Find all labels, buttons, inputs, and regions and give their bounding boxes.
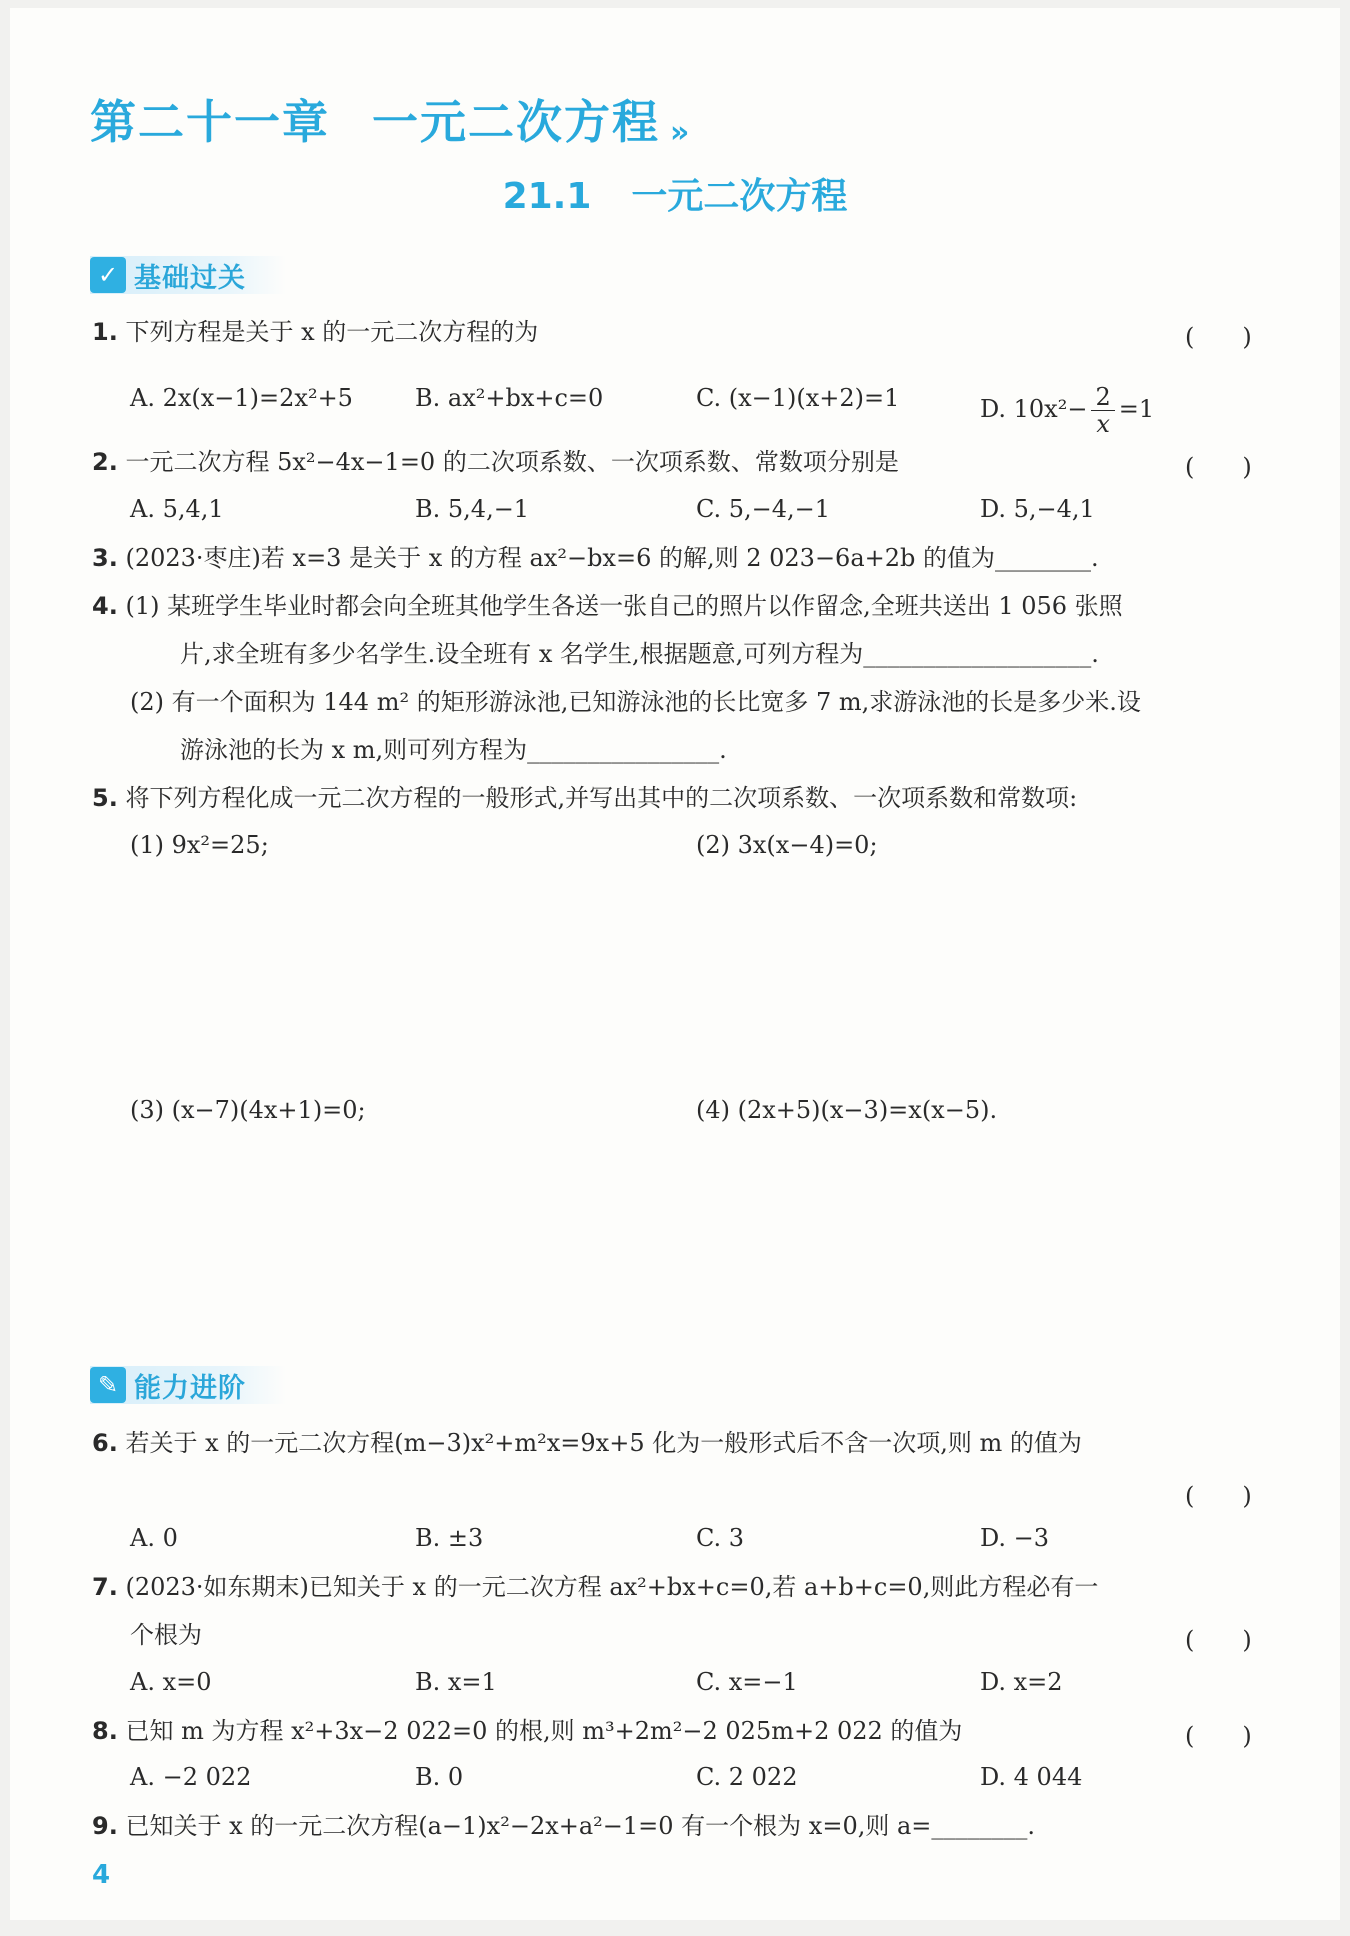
- option-d: D. x=2: [980, 1668, 1063, 1696]
- question-5-part-2: (2) 3x(x−4)=0;: [696, 831, 878, 859]
- question-text: 将下列方程化成一元二次方程的一般形式,并写出其中的二次项系数、一次项系数和常数项:: [125, 784, 1078, 812]
- option-d-text: D. 10x²−: [980, 395, 1088, 423]
- option-c: C. 3: [696, 1524, 745, 1552]
- answer-bracket: ( ): [1185, 1482, 1252, 1510]
- question-7: [92, 1572, 1098, 1602]
- double-arrow-icon: »: [670, 115, 692, 150]
- badge-label: 基础过关: [134, 262, 246, 294]
- option-a: A. 2x(x−1)=2x²+5: [130, 384, 353, 412]
- badge-label: 能力进阶: [134, 1372, 246, 1404]
- question-9: [92, 1811, 1035, 1841]
- question-5-part-3: (3) (x−7)(4x+1)=0;: [130, 1096, 366, 1124]
- basic-section-badge: [90, 256, 286, 294]
- question-number: 5.: [92, 784, 118, 812]
- question-5: [92, 783, 1077, 813]
- question-4-part-2-cont: 游泳池的长为 x m,则可列方程为________________.: [180, 736, 727, 764]
- option-d: D. −3: [980, 1524, 1050, 1552]
- chapter-name: 一元二次方程: [372, 95, 660, 149]
- question-3: [92, 543, 1099, 573]
- option-b: B. ±3: [415, 1524, 484, 1552]
- question-4-part-1-cont: 片,求全班有多少名学生.设全班有 x 名学生,根据题意,可列方程为___________________.: [180, 640, 1099, 668]
- question-text: 下列方程是关于 x 的一元二次方程的为: [125, 318, 539, 346]
- option-d: D. 4 044: [980, 1763, 1083, 1791]
- question-text: 已知关于 x 的一元二次方程(a−1)x²−2x+a²−1=0 有一个根为 x=0,则 a=________.: [125, 1812, 1036, 1840]
- worksheet-page: [10, 8, 1340, 1920]
- section-number: 21.1: [502, 176, 592, 217]
- question-number: 7.: [92, 1573, 118, 1601]
- question-5-part-1: (1) 9x²=25;: [130, 831, 269, 859]
- question-1: [92, 317, 538, 347]
- question-text: (1) 某班学生毕业时都会向全班其他学生各送一张自己的照片以作留念,全班共送出 1 056 张照: [125, 592, 1123, 620]
- question-number: 9.: [92, 1812, 118, 1840]
- checkmark-icon: ✓: [90, 257, 126, 293]
- chapter-number: 第二十一章: [90, 95, 330, 149]
- option-b: B. 5,4,−1: [415, 495, 530, 523]
- chapter-title: [90, 86, 691, 152]
- question-2: [92, 447, 899, 477]
- option-c: C. 5,−4,−1: [696, 495, 831, 523]
- section-title: [10, 168, 1340, 219]
- question-4-part-2: (2) 有一个面积为 144 m² 的矩形游泳池,已知游泳池的长比宽多 7 m,求游泳池的长是多少米.设: [130, 688, 1141, 716]
- option-d: [980, 384, 1154, 437]
- option-a: A. −2 022: [130, 1763, 252, 1791]
- question-number: 8.: [92, 1717, 118, 1745]
- question-number: 2.: [92, 448, 118, 476]
- fraction: [1091, 384, 1114, 437]
- question-text: 若关于 x 的一元二次方程(m−3)x²+m²x=9x+5 化为一般形式后不含一次项,则 m 的值为: [125, 1429, 1082, 1457]
- pencil-icon: ✎: [90, 1367, 126, 1403]
- question-number: 1.: [92, 318, 118, 346]
- option-c: C. (x−1)(x+2)=1: [696, 384, 900, 412]
- fraction-denominator: x: [1096, 410, 1110, 438]
- question-8: [92, 1716, 962, 1746]
- option-a: A. 0: [130, 1524, 178, 1552]
- option-d-end: =1: [1118, 395, 1155, 423]
- option-c: C. 2 022: [696, 1763, 798, 1791]
- question-text: 一元二次方程 5x²−4x−1=0 的二次项系数、一次项系数、常数项分别是: [125, 448, 899, 476]
- option-a: A. 5,4,1: [130, 495, 224, 523]
- question-number: 6.: [92, 1429, 118, 1457]
- answer-bracket: ( ): [1185, 323, 1252, 351]
- option-b: B. 0: [415, 1763, 464, 1791]
- question-text: 已知 m 为方程 x²+3x−2 022=0 的根,则 m³+2m²−2 025m+2 022 的值为: [125, 1717, 963, 1745]
- question-number: 3.: [92, 544, 118, 572]
- answer-bracket: ( ): [1185, 1722, 1252, 1750]
- question-4-part-1: [92, 591, 1123, 621]
- question-text: (2023·如东期末)已知关于 x 的一元二次方程 ax²+bx+c=0,若 a+b+c=0,则此方程必有一: [125, 1573, 1099, 1601]
- section-name: 一元二次方程: [631, 176, 848, 217]
- page-number: 4: [92, 1860, 111, 1890]
- question-5-part-4: (4) (2x+5)(x−3)=x(x−5).: [696, 1096, 998, 1124]
- question-6: [92, 1428, 1082, 1458]
- question-number: 4.: [92, 592, 118, 620]
- option-b: B. ax²+bx+c=0: [415, 384, 604, 412]
- question-7-cont: 个根为: [130, 1621, 202, 1649]
- answer-bracket: ( ): [1185, 453, 1252, 481]
- fraction-numerator: 2: [1091, 384, 1114, 411]
- option-c: C. x=−1: [696, 1668, 798, 1696]
- answer-bracket: ( ): [1185, 1626, 1252, 1654]
- advanced-section-badge: [90, 1366, 286, 1404]
- option-d: D. 5,−4,1: [980, 495, 1095, 523]
- option-b: B. x=1: [415, 1668, 497, 1696]
- question-text: (2023·枣庄)若 x=3 是关于 x 的方程 ax²−bx=6 的解,则 2 023−6a+2b 的值为________.: [125, 544, 1099, 572]
- option-a: A. x=0: [130, 1668, 212, 1696]
